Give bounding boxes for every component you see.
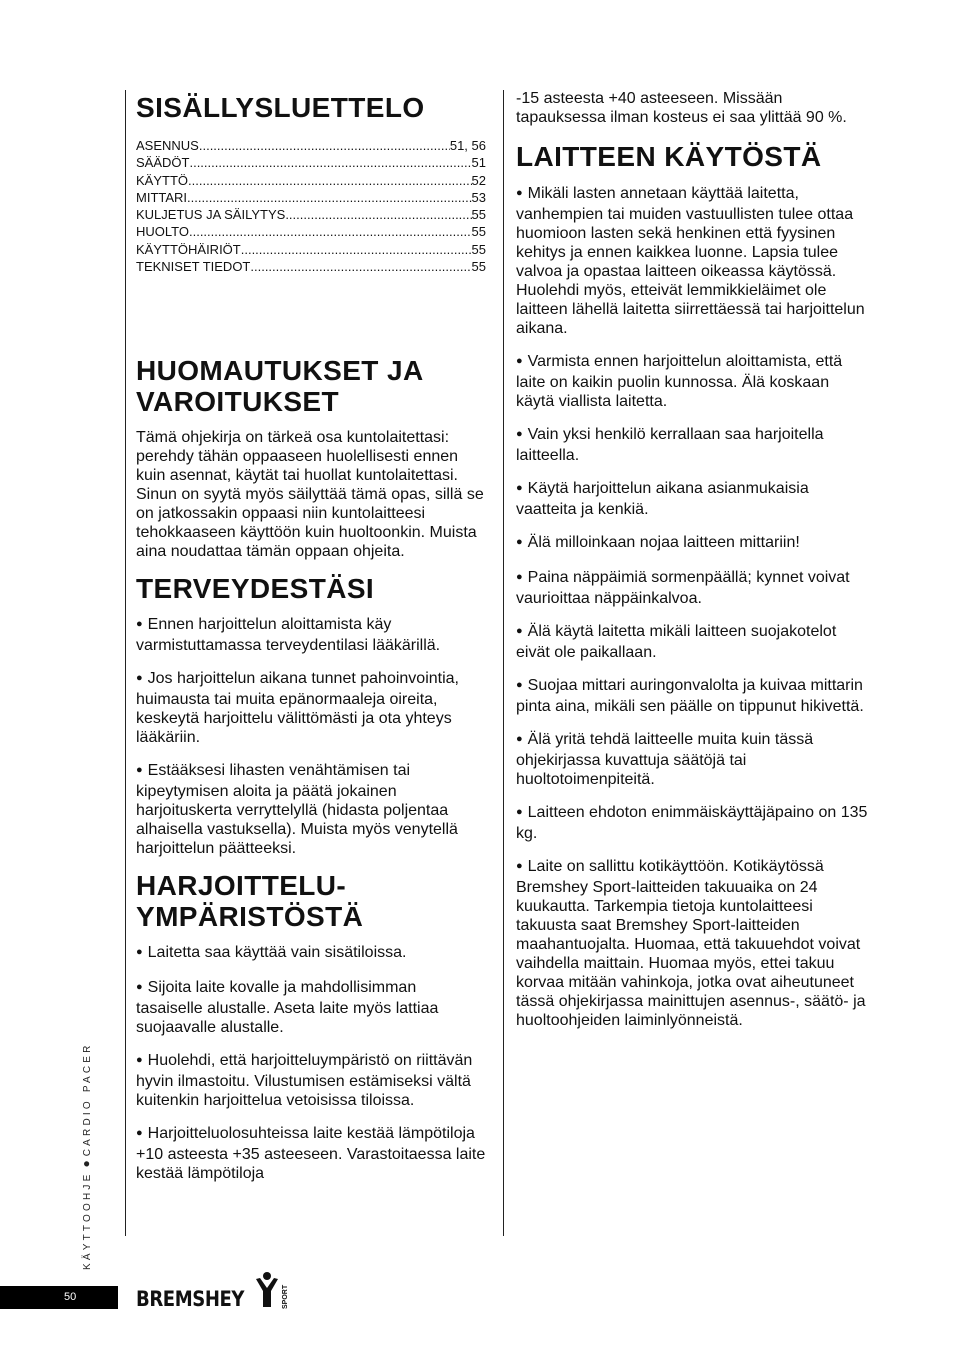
usage-item: ● Mikäli lasten annetaan käyttää laitetta, vanhempien tai muiden vastuullisten tulee ottaa huomioon lasten sekä henkinen että fyysinen kehitys ja ennen kaikkea luonne. Lapsia tulee valvoa ja opastaa laitteen oikeassa käytössä. Huolehdi myös, etteivät lemmikkieläimet ole laitteen lähellä laitetta siirrettäessä tai harjoittelun aikana. [516, 184, 871, 338]
usage-item: ● Paina näppäimiä sormenpäällä; kynnet voivat vaurioittaa näppäinkalvoa. [516, 568, 871, 608]
toc-leader [187, 189, 472, 206]
environment-item: ● Huolehdi, että harjoitteluympäristö on riittävän hyvin ilmastoitu. Vilustumisen estämiseksi vältä kuitenkin harjoittelua vetoisissa tiloissa. [136, 1051, 486, 1110]
environment-continuation: -15 asteesta +40 asteeseen. Missään tapauksessa ilman kosteus ei saa ylittää 90 %. [516, 90, 847, 126]
toc-row[interactable] [136, 154, 486, 171]
toc-row[interactable] [136, 241, 486, 258]
health-item: ● Ennen harjoittelun aloittamista käy varmistuttamassa terveydentilasi lääkärillä. [136, 615, 486, 655]
notes-heading-line1: HUOMAUTUKSET JA [136, 355, 424, 387]
toc-page: 55 [471, 207, 486, 223]
usage-item: ● Älä yritä tehdä laitteelle muita kuin tässä ohjekirjassa kuvattuja säätöjä tai huoltotoimenpiteitä. [516, 730, 871, 789]
notes-heading [136, 355, 486, 417]
environment-section [136, 870, 486, 1183]
toc-label: KÄYTTÖHÄIRIÖT [136, 241, 241, 257]
notes-section [136, 355, 486, 561]
toc-page: 55 [471, 259, 486, 275]
page-number: 50 [64, 1291, 77, 1303]
toc-page: 55 [471, 224, 486, 240]
toc-label: KÄYTTÖ [136, 172, 189, 188]
usage-item: ● Laitteen ehdoton enimmäiskäyttäjäpaino on 135 kg. [516, 803, 871, 843]
toc-leader [199, 137, 450, 154]
health-heading: TERVEYDESTÄSI [136, 573, 375, 605]
table-of-contents [136, 137, 486, 275]
toc-page: 52 [471, 172, 486, 188]
usage-item: ● Varmista ennen harjoittelun aloittamista, että laite on kaikin puolin kunnossa. Älä koskaan käytä viallista laitetta. [516, 352, 871, 411]
usage-item: ● Suojaa mittari auringonvalolta ja kuivaa mittarin pinta aina, mikäli sen päälle on tippunut hikivettä. [516, 676, 871, 716]
page-number-tab [0, 1286, 118, 1309]
toc-leader [189, 154, 471, 171]
brand-wordmark: BREMSHEY [136, 1287, 245, 1311]
toc-label: HUOLTO [136, 224, 189, 240]
toc-label: SÄÄDÖT [136, 155, 190, 171]
health-item: ● Estääksesi lihasten venähtämisen tai kipeytymisen aloita ja päätä jokainen harjoituskerta verryttelyllä (hidasta poljentaa alhaisella vastuksella). Muista myös venytellä harjoittelun päätteeksi. [136, 761, 486, 858]
toc-page: 51 [471, 155, 486, 171]
toc-page: 53 [471, 189, 486, 205]
usage-item: ● Vain yksi henkilö kerrallaan saa harjoitella laitteella. [516, 425, 871, 465]
toc-leader [189, 223, 472, 240]
toc-row[interactable] [136, 172, 486, 189]
environment-item: ● Sijoita laite kovalle ja mahdollisimman tasaiselle alustalle. Aseta laite myös lattiaa suojaavalle alustalle. [136, 978, 486, 1037]
usage-heading: LAITTEEN KÄYTÖSTÄ [516, 141, 822, 172]
environment-heading-line2: YMPÄRISTÖSTÄ [136, 901, 364, 933]
sport-badge [280, 1277, 289, 1311]
sport-badge-text: SPORT [281, 1284, 289, 1309]
usage-item: ● Laite on sallittu kotikäyttöön. Kotikäytössä Bremshey Sport-laitteiden takuuaika on 24 kuukautta. Tarkempia tietoja kuntolaitteesi takuusta saat Bremshey Sport-laitteiden maahantuojalta. Huomaa, että takuuehdot voivat vaihdella maittain. Huomaa myös, ettei takuu korvaa mitään vahinkoja, jotka ovat aiheutuneet tässä ohjekirjassa mainittujen asennus-, säätö- ja huoltoohjeiden laiminlyönneistä. [516, 857, 871, 1030]
toc-page: 51, 56 [449, 138, 486, 153]
toc-leader [188, 172, 472, 189]
notes-body: Tämä ohjekirja on tärkeä osa kuntolaitettasi: perehdy tähän oppaaseen huolellisesti ennen kuin asennat, käytät tai huollat kuntolaitettasi. Sinun on syytä myös säilyttää tämä opas, sillä se on jatkossakin oppaasi niin kuntolaitteesi tehokkaaseen käyttöön kuin huoltoonkin. Muista aina noudattaa tämän oppaan ohjeita. [136, 429, 484, 561]
side-manual-label: KÄYTTOOHJE [82, 1171, 93, 1270]
left-column [136, 92, 486, 1183]
center-column-rule [503, 90, 504, 1236]
usage-item: ● Älä käytä laitetta mikäli laitteen suojakotelot eivät ole paikallaan. [516, 622, 871, 662]
environment-heading [136, 870, 486, 932]
runner-figure-icon [252, 1271, 282, 1311]
left-column-rule [125, 90, 126, 1236]
health-section [136, 573, 486, 858]
bullet-icon: ● [79, 1160, 93, 1168]
brand-logo [136, 1271, 289, 1311]
toc-row[interactable] [136, 137, 486, 154]
notes-heading-line2: VAROITUKSET [136, 386, 339, 418]
toc-heading: SISÄLLYSLUETTELO [136, 92, 425, 123]
toc-row[interactable] [136, 223, 486, 240]
right-column [516, 89, 871, 1030]
environment-item: ● Laitetta saa käyttää vain sisätiloissa. [136, 943, 486, 964]
usage-item: ● Käytä harjoittelun aikana asianmukaisia vaatteita ja kenkiä. [516, 479, 871, 519]
usage-item: ● Älä milloinkaan nojaa laitteen mittariin! [516, 533, 871, 554]
toc-label: TEKNISET TIEDOT [136, 259, 251, 275]
toc-leader [285, 206, 471, 223]
environment-item: ● Harjoitteluolosuhteissa laite kestää lämpötiloja +10 asteesta +35 asteeseen. Varastoitaessa laite kestää lämpötiloja [136, 1124, 486, 1183]
health-item: ● Jos harjoittelun aikana tunnet pahoinvointia, huimausta tai muita epänormaaleja oireita, keskeytä harjoittelu välittömästi ja ota yhteys lääkäriin. [136, 669, 486, 747]
toc-row[interactable] [136, 258, 486, 275]
toc-page: 55 [471, 241, 486, 257]
side-product-label: CARDIO PACER [82, 1042, 93, 1157]
toc-row[interactable] [136, 189, 486, 206]
toc-label: ASENNUS [136, 138, 199, 153]
toc-row[interactable] [136, 206, 486, 223]
environment-heading-line1: HARJOITTELU- [136, 870, 347, 902]
toc-leader [241, 241, 472, 258]
toc-leader [250, 258, 471, 275]
side-running-title [79, 1042, 93, 1270]
toc-label: MITTARI [136, 189, 188, 205]
toc-label: KULJETUS JA SÄILYTYS [136, 207, 286, 223]
